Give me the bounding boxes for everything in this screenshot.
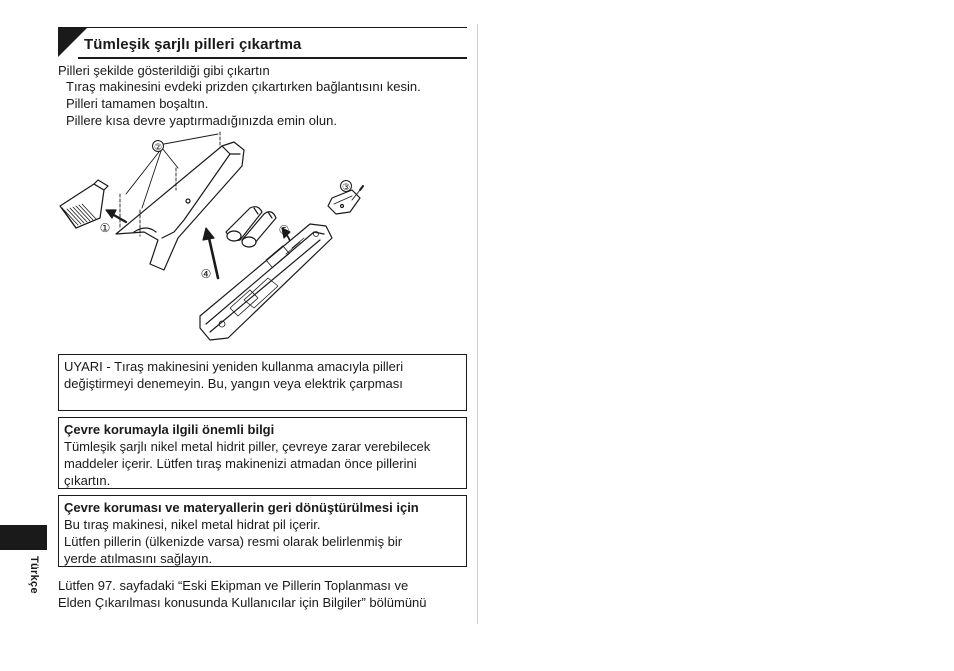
front-housing-part [116, 142, 244, 270]
footer-text: Elden Çıkarılması konusunda Kullanıcılar için Bilgiler” bölümünü [58, 595, 427, 610]
language-label: Türkçe [28, 556, 40, 594]
header-triangle-icon [58, 28, 87, 57]
warning-line: UYARI - Tıraş makinesini yeniden kullanma amacıyla pilleri [64, 359, 404, 374]
step-item: Pillere kısa devre yaptırmadığınızda emin olun. [66, 113, 337, 128]
environment-line: maddeler içerir. Lütfen tıraş makinenizi atmadan önce pillerini [64, 456, 417, 471]
footer-text: Lütfen 97. sayfadaki “Eski Ekipman ve Pillerin Toplanması ve [58, 578, 409, 593]
battery-pack-part [226, 207, 276, 247]
step-5-label: ⑤ [278, 223, 290, 237]
battery-removal-illustration [54, 128, 374, 350]
warning-line: değiştirmeyi denemeyin. Bu, yangın veya elektrik çarpması [64, 376, 403, 391]
section-title: Tümleşik şarjlı pilleri çıkartma [84, 36, 302, 53]
recycling-heading: Çevre koruması ve materyallerin geri dönüştürülmesi için [64, 500, 419, 515]
recycling-line: Bu tıraş makinesi, nikel metal hidrat pil içerir. [64, 517, 321, 532]
header-rule-top [58, 27, 467, 28]
language-tab [0, 525, 47, 550]
step-2-label: ② [153, 143, 163, 153]
environment-info-box [58, 417, 467, 489]
warning-box [58, 354, 467, 411]
intro-text: Pilleri şekilde gösterildiği gibi çıkartın [58, 63, 270, 78]
step-item: Tıraş makinesini evdeki prizden çıkartırken bağlantısını kesin. [66, 79, 421, 94]
step-3-label: ③ [341, 183, 351, 193]
environment-line: çıkartın. [64, 473, 111, 488]
environment-heading: Çevre korumayla ilgili önemli bilgi [64, 422, 275, 437]
recycling-line: yerde atılmasını sağlayın. [64, 551, 213, 566]
header-rule-bottom [78, 57, 467, 59]
end-cap-part [328, 190, 360, 214]
rear-chassis-part [200, 224, 332, 340]
step-item: Pilleri tamamen boşaltın. [66, 96, 209, 111]
recycling-line: Lütfen pillerin (ülkenizde varsa) resmi olarak belirlenmiş bir [64, 534, 403, 549]
column-divider [477, 24, 478, 624]
environment-line: Tümleşik şarjlı nikel metal hidrit piller, çevreye zarar verebilecek [64, 439, 431, 454]
recycling-info-box [58, 495, 467, 567]
step-1-label: ① [99, 221, 111, 235]
step-4-label: ④ [200, 267, 212, 281]
